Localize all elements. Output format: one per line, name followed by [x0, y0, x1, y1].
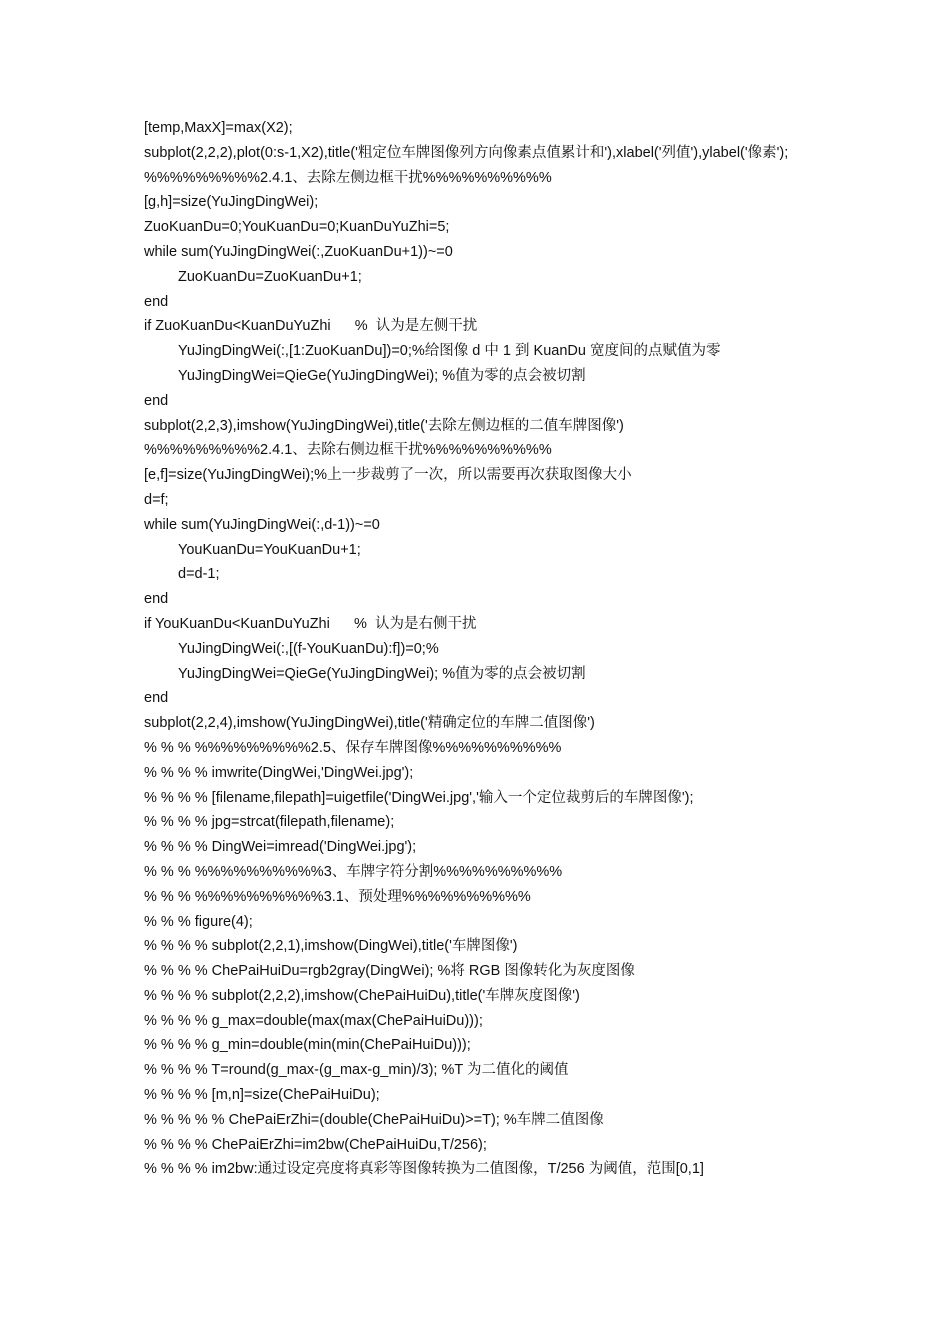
code-line: % % % % g_min=double(min(min(ChePaiHuiDu))); [144, 1037, 471, 1054]
code-line: %%%%%%%%%2.4.1、去除左侧边框干扰%%%%%%%%%% [144, 169, 552, 186]
code-line: % % % % im2bw:通过设定亮度将真彩等图像转换为二值图像，T/256 为阈值，范围[0,1] [144, 1161, 704, 1178]
code-line: %%%%%%%%%2.4.1、去除右侧边框干扰%%%%%%%%%% [144, 442, 552, 459]
code-line: % % % % subplot(2,2,1),imshow(DingWei),title('车牌图像') [144, 938, 518, 955]
code-line: % % % % T=round(g_max-(g_max-g_min)/3); %T 为二值化的阈值 [144, 1062, 569, 1079]
code-line: % % % figure(4); [144, 913, 253, 930]
code-line: % % % %%%%%%%%%%3.1、预处理%%%%%%%%%% [144, 888, 531, 905]
code-line: YouKuanDu=YouKuanDu+1; [178, 541, 361, 558]
code-line: while sum(YuJingDingWei(:,ZuoKuanDu+1))~=0 [144, 243, 453, 260]
code-line: while sum(YuJingDingWei(:,d-1))~=0 [144, 516, 380, 533]
code-line: % % % % DingWei=imread('DingWei.jpg'); [144, 839, 417, 856]
code-line: if ZuoKuanDu<KuanDuYuZhi % 认为是左侧干扰 [144, 318, 478, 335]
code-line: ZuoKuanDu=0;YouKuanDu=0;KuanDuYuZhi=5; [144, 219, 450, 236]
code-line: if YouKuanDu<KuanDuYuZhi % 认为是右侧干扰 [144, 615, 477, 632]
code-line: YuJingDingWei=QieGe(YuJingDingWei); %值为零的点会被切割 [178, 367, 586, 384]
code-line: end [144, 293, 169, 310]
code-line: % % % % [filename,filepath]=uigetfile('DingWei.jpg','输入一个定位裁剪后的车牌图像'); [144, 789, 694, 806]
code-line: % % % % imwrite(DingWei,'DingWei.jpg'); [144, 764, 414, 781]
code-line: [g,h]=size(YuJingDingWei); [144, 194, 319, 211]
code-line: YuJingDingWei=QieGe(YuJingDingWei); %值为零的点会被切割 [178, 665, 586, 682]
code-line: % % % %%%%%%%%%2.5、保存车牌图像%%%%%%%%%% [144, 739, 562, 756]
code-line: YuJingDingWei(:,[1:ZuoKuanDu])=0;%给图像 d 中 1 到 KuanDu 宽度间的点赋值为零 [178, 343, 721, 360]
code-line: subplot(2,2,4),imshow(YuJingDingWei),title('精确定位的车牌二值图像') [144, 715, 595, 732]
code-line: % % % %%%%%%%%%%3、车牌字符分割%%%%%%%%%% [144, 863, 563, 880]
code-line: % % % % g_max=double(max(max(ChePaiHuiDu))); [144, 1012, 483, 1029]
code-line: YuJingDingWei(:,[(f-YouKuanDu):f])=0;% [178, 640, 439, 657]
code-line: end [144, 392, 169, 409]
code-line: % % % % ChePaiHuiDu=rgb2gray(DingWei); %将 RGB 图像转化为灰度图像 [144, 963, 635, 980]
code-line: end [144, 591, 169, 608]
code-line: % % % % % ChePaiErZhi=(double(ChePaiHuiDu)>=T); %车牌二值图像 [144, 1111, 604, 1128]
code-line: % % % % ChePaiErZhi=im2bw(ChePaiHuiDu,T/256); [144, 1136, 487, 1153]
code-line: d=f; [144, 491, 169, 508]
code-listing [144, 116, 824, 1182]
code-line: d=d-1; [178, 566, 220, 583]
code-line: [e,f]=size(YuJingDingWei);%上一步裁剪了一次，所以需要再次获取图像大小 [144, 467, 632, 484]
code-line: % % % % subplot(2,2,2),imshow(ChePaiHuiDu),title('车牌灰度图像') [144, 987, 580, 1004]
code-line: subplot(2,2,2),plot(0:s-1,X2),title('粗定位车牌图像列方向像素点值累计和'),xlabel('列值'),ylabel('像素'); [144, 144, 789, 161]
code-line: ZuoKuanDu=ZuoKuanDu+1; [178, 268, 362, 285]
code-line: subplot(2,2,3),imshow(YuJingDingWei),title('去除左侧边框的二值车牌图像') [144, 417, 624, 434]
code-line: end [144, 690, 169, 707]
code-line: % % % % jpg=strcat(filepath,filename); [144, 814, 395, 831]
code-line: [temp,MaxX]=max(X2); [144, 120, 293, 136]
code-line: % % % % [m,n]=size(ChePaiHuiDu); [144, 1087, 380, 1104]
